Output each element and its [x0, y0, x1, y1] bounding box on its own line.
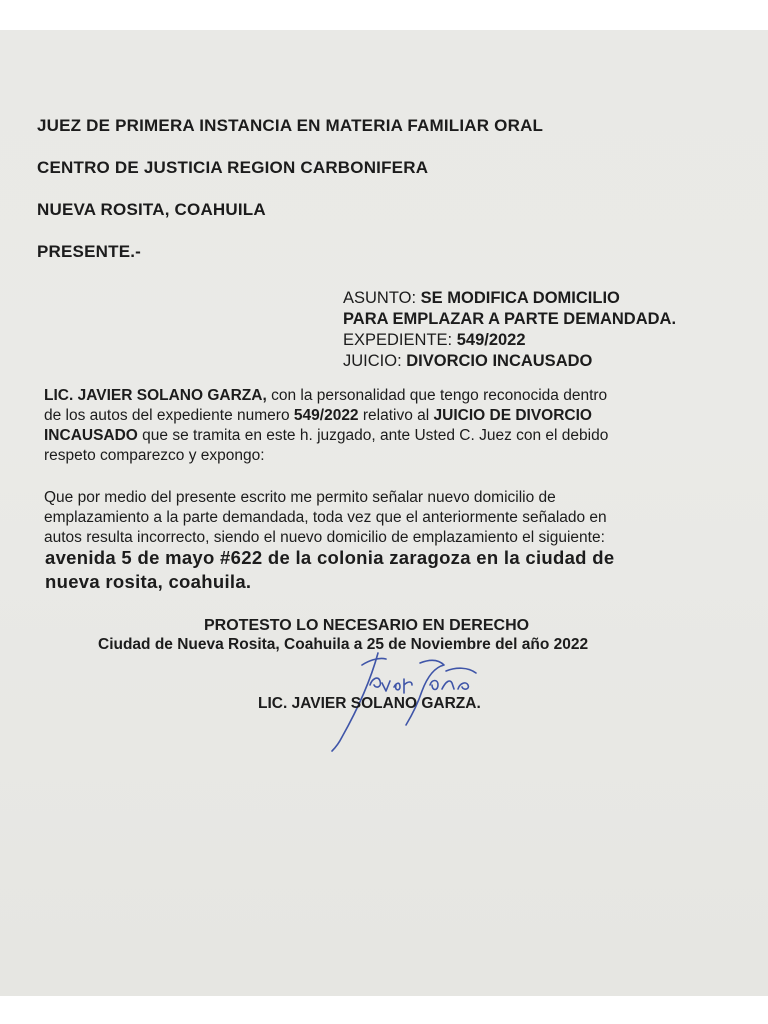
- intro-trial-b: INCAUSADO: [44, 427, 138, 444]
- body-line-1: Que por medio del presente escrito me permito señalar nuevo domicilio de: [44, 489, 556, 506]
- intro-line-1: [44, 386, 728, 406]
- case-number-line: [343, 330, 676, 351]
- intro-line-2: [44, 406, 728, 426]
- body-line-3: autos resulta incorrecto, siendo el nuevo domicilio de emplazamiento el siguiente:: [44, 529, 605, 546]
- addressee-line-2: CENTRO DE JUSTICIA REGION CARBONIFERA: [37, 158, 429, 177]
- intro-text-2: de los autos del expediente numero: [44, 407, 294, 424]
- intro-paragraph: [44, 386, 728, 466]
- intro-text-1: con la personalidad que tengo reconocida dentro: [266, 387, 608, 404]
- subject-value-2: PARA EMPLAZAR A PARTE DEMANDADA.: [343, 310, 677, 328]
- intro-text-4: que se tramita en este h. juzgado, ante Usted C. Juez con el debido: [137, 427, 609, 444]
- intro-line-3: [44, 426, 728, 446]
- address-line-1: avenida 5 de mayo #622 de la colonia zaragoza en la ciudad de: [45, 547, 615, 568]
- trial-line: [343, 351, 676, 372]
- subject-label: ASUNTO:: [343, 289, 417, 307]
- body-line-2: emplazamiento a la parte demandada, toda vez que el anteriormente señalado en: [44, 509, 607, 526]
- petitioner-name: LIC. JAVIER SOLANO GARZA,: [44, 387, 267, 404]
- case-number-value: 549/2022: [456, 331, 526, 349]
- place-date-line: Ciudad de Nueva Rosita, Coahuila a 25 de Noviembre del año 2022: [98, 636, 589, 653]
- trial-label: JUICIO:: [343, 352, 402, 370]
- address-line-2: nueva rosita, coahuila.: [45, 571, 252, 592]
- document-page: [0, 30, 768, 996]
- body-paragraph: [44, 488, 728, 548]
- subject-block: [343, 288, 676, 372]
- subject-value: SE MODIFICA DOMICILIO: [420, 289, 620, 307]
- case-number-label: EXPEDIENTE:: [343, 331, 453, 349]
- intro-text-3: relativo al: [358, 407, 434, 424]
- trial-value: DIVORCIO INCAUSADO: [406, 352, 593, 370]
- subject-line-2: [343, 309, 676, 330]
- subject-line: [343, 288, 676, 309]
- protest-line: PROTESTO LO NECESARIO EN DERECHO: [204, 617, 530, 634]
- signer-name: LIC. JAVIER SOLANO GARZA.: [258, 695, 481, 712]
- addressee-line-1: JUEZ DE PRIMERA INSTANCIA EN MATERIA FAMILIAR ORAL: [37, 116, 544, 135]
- intro-case-number: 549/2022: [293, 407, 359, 424]
- intro-line-4: respeto comparezco y expongo:: [44, 447, 265, 464]
- intro-trial-a: JUICIO DE DIVORCIO: [433, 407, 592, 424]
- addressee-line-3: NUEVA ROSITA, COAHUILA: [37, 200, 266, 219]
- addressee-line-4: PRESENTE.-: [37, 242, 142, 261]
- new-address: [45, 546, 614, 594]
